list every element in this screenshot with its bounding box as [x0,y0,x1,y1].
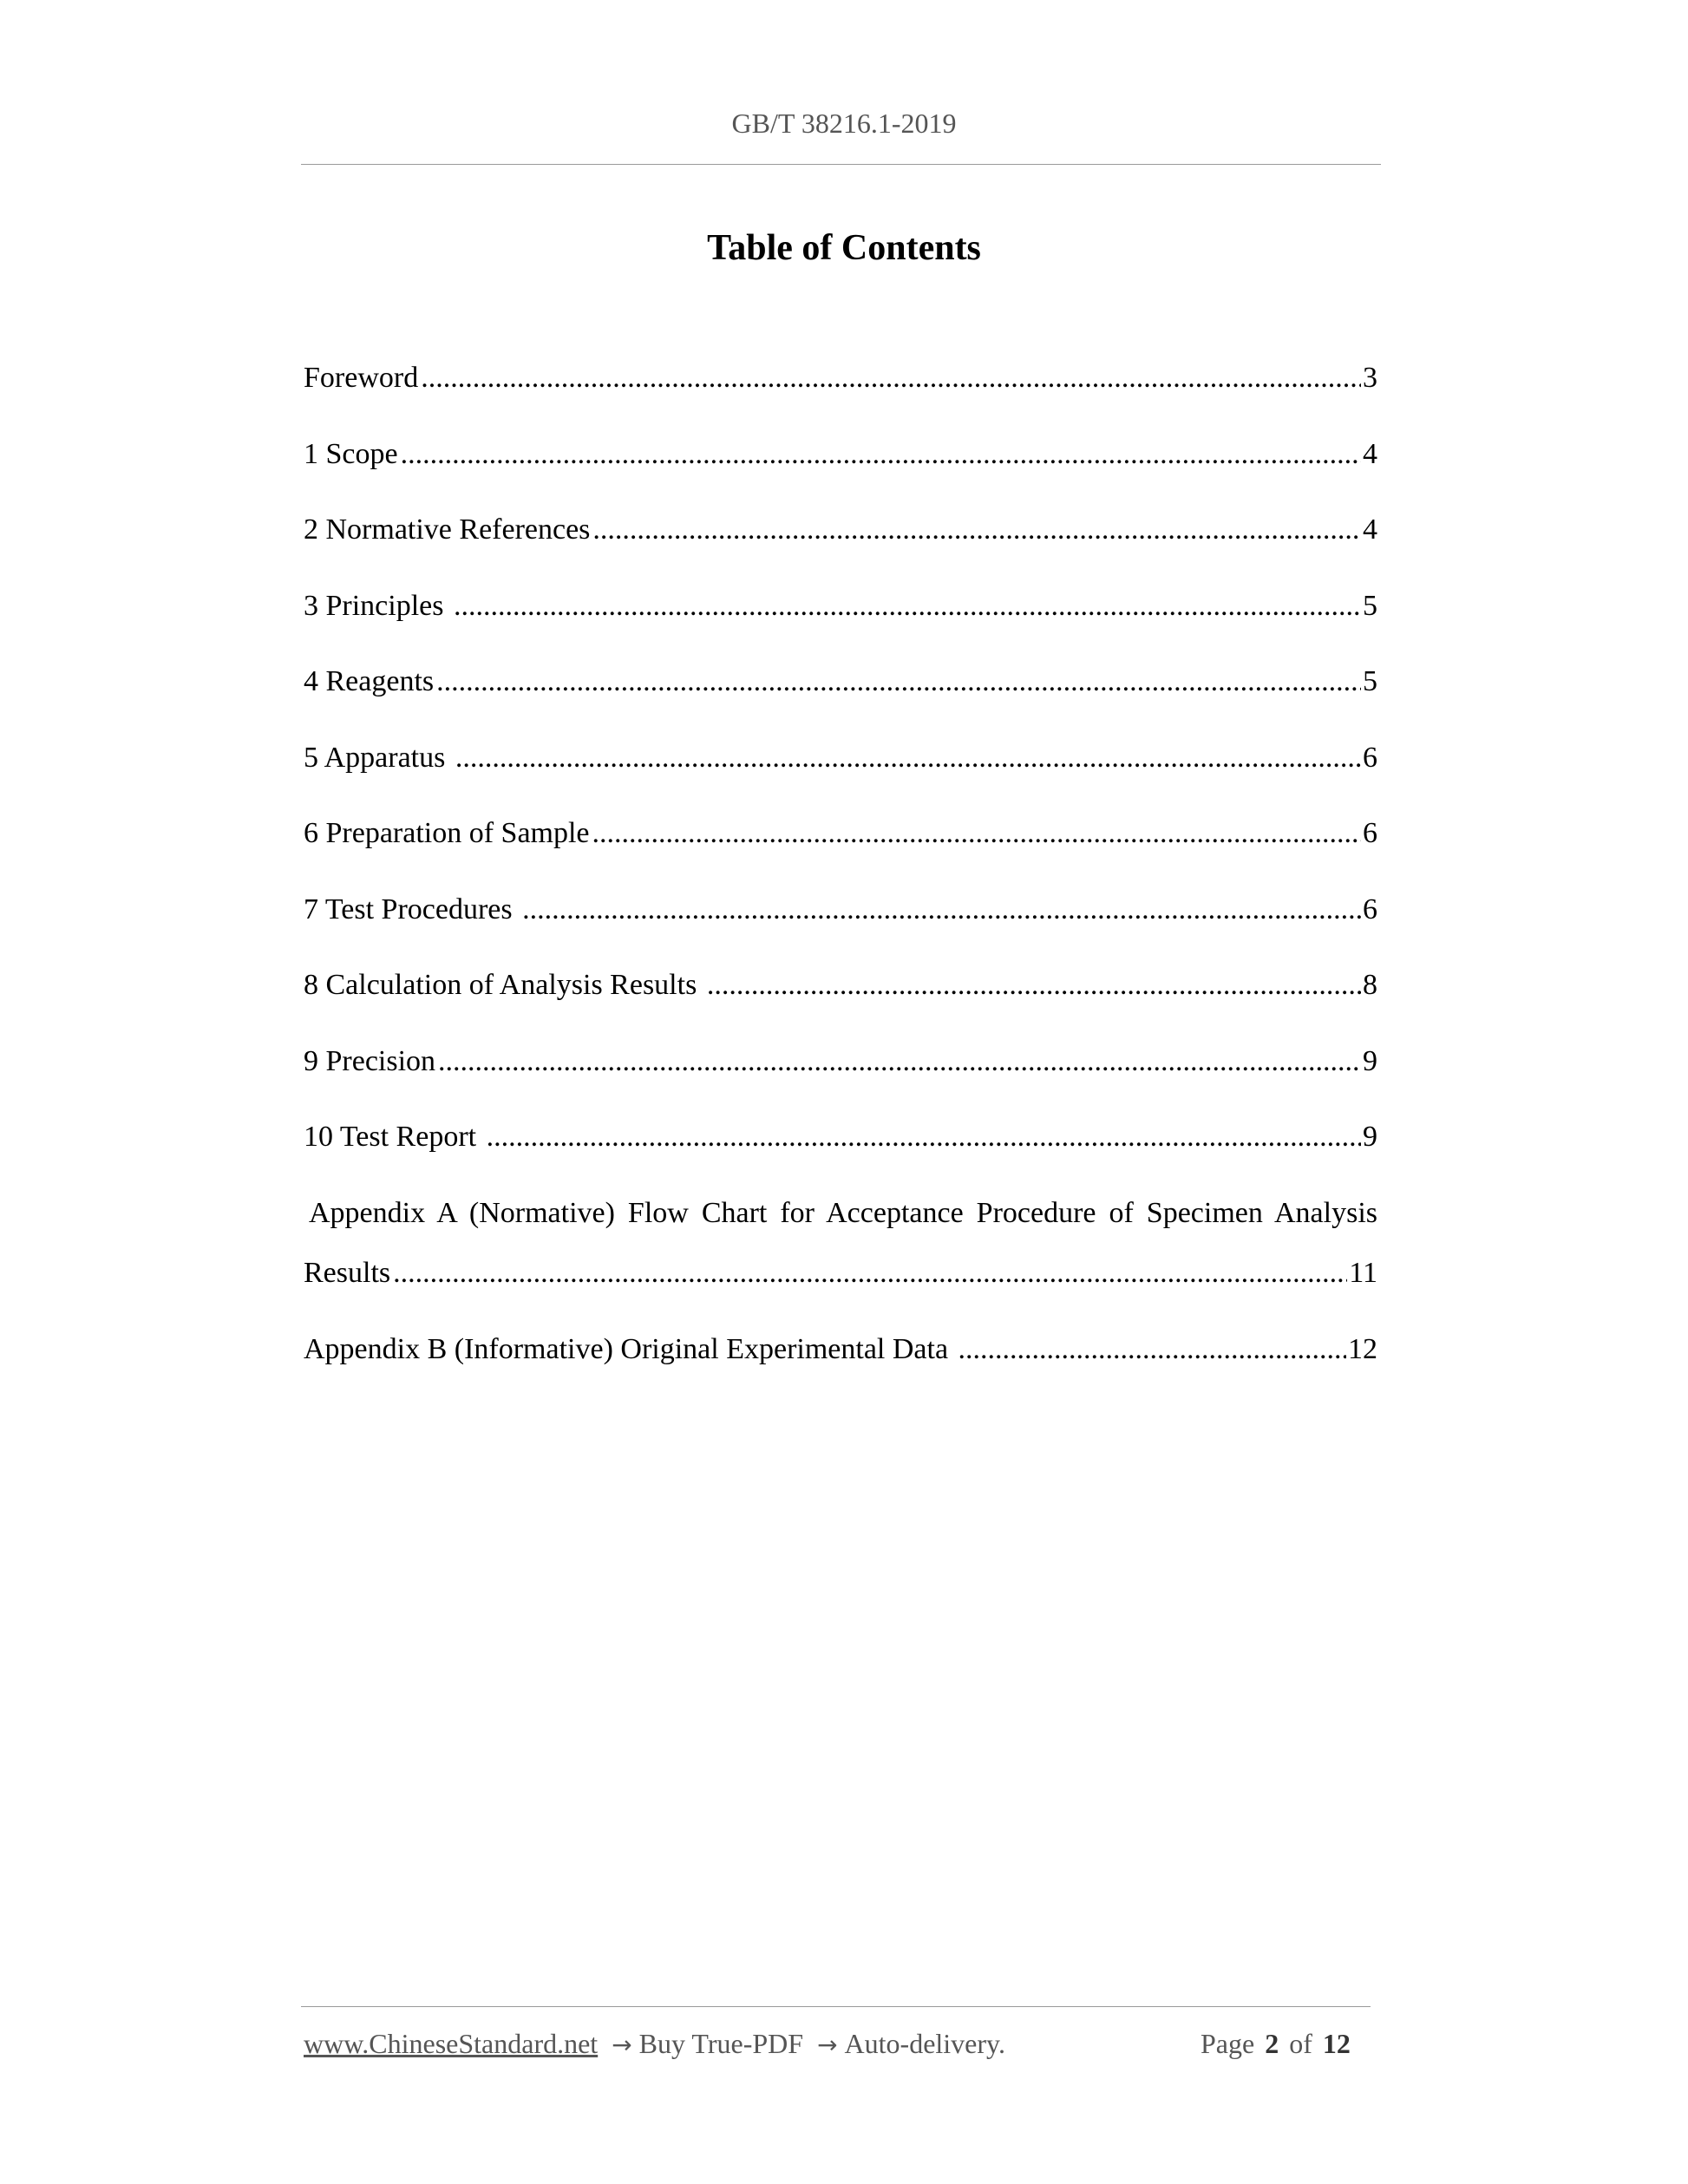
toc-entry-label: 2 Normative References [304,513,591,546]
toc-entry-page: 3 [1363,362,1377,394]
arrow-right-icon: → [612,2030,632,2059]
toc-entry-preparation-of-sample[interactable] [304,814,1377,853]
toc-heading: Table of Contents [707,228,981,268]
toc-entry-label: 3 Principles [304,590,451,622]
footer-divider [301,2006,1371,2007]
toc-entry-test-procedures[interactable] [304,891,1377,929]
toc-entry-label: 5 Apparatus [304,742,453,774]
toc-entry-principles[interactable] [304,587,1377,625]
toc-leader-dots [454,587,1361,625]
toc-entry-label: Appendix B (Informative) Original Experimental Data [304,1333,956,1365]
toc-entry-page: 5 [1363,590,1377,622]
toc-entry-label: 4 Reagents [304,665,435,697]
toc-leader-dots [707,966,1361,1004]
website-link[interactable]: www.ChineseStandard.net [304,2028,599,2059]
toc-entry-page: 8 [1363,969,1377,1001]
toc-entry-label: Foreword [304,362,419,394]
toc-leader-dots [455,739,1361,777]
toc-entry-page: 12 [1348,1333,1377,1365]
auto-delivery-text: Auto-delivery. [844,2028,1005,2059]
toc-leader-dots [522,891,1361,929]
toc-entry-label: 8 Calculation of Analysis Results [304,969,704,1001]
toc-entry-label: 9 Precision [304,1045,436,1077]
toc-entry-appendix-a[interactable]: Appendix A (Normative) Flow Chart for Acceptance Procedure of Specimen Analysis [309,1197,1377,1229]
toc-leader-dots [393,1254,1347,1292]
toc-entry-page: 9 [1363,1045,1377,1077]
toc-entry-calculation-of-analysis-results[interactable] [304,966,1377,1004]
toc-entry-page: 9 [1363,1121,1377,1153]
toc-entry-appendix-a-continued[interactable] [304,1254,1377,1292]
toc-leader-dots [592,511,1361,549]
toc-entry-label: Results [304,1257,391,1289]
of-word: of [1289,2028,1312,2059]
toc-entry-test-report[interactable] [304,1118,1377,1156]
footer-promo [304,2028,1005,2060]
toc-entry-page: 6 [1363,893,1377,925]
toc-entry-appendix-b[interactable] [304,1331,1377,1369]
toc-leader-dots [401,435,1361,474]
arrow-right-icon: → [817,2030,838,2059]
toc-entry-normative-references[interactable] [304,511,1377,549]
toc-leader-dots [436,663,1361,701]
toc-entry-precision[interactable] [304,1043,1377,1081]
document-standard-code: GB/T 38216.1-2019 [731,108,957,139]
toc-entry-label: 1 Scope [304,438,398,470]
page-indicator [1201,2028,1361,2060]
toc-entry-apparatus[interactable] [304,739,1377,777]
toc-entry-label: 10 Test Report [304,1121,484,1153]
toc-leader-dots [421,359,1361,397]
toc-entry-page: 6 [1363,742,1377,774]
buy-true-pdf-text: Buy True-PDF [638,2028,804,2059]
total-page-count: 12 [1322,2028,1351,2059]
toc-entry-page: 11 [1349,1257,1377,1289]
toc-entry-foreword[interactable] [304,359,1377,397]
toc-leader-dots [958,1331,1346,1369]
toc-leader-dots [487,1118,1361,1156]
toc-entry-page: 6 [1363,817,1377,849]
toc-leader-dots [592,814,1361,853]
page-word: Page [1201,2028,1255,2059]
toc-entry-page: 5 [1363,665,1377,697]
toc-leader-dots [438,1043,1361,1081]
current-page-number: 2 [1265,2028,1279,2059]
toc-entry-scope[interactable] [304,435,1377,474]
toc-entry-page: 4 [1363,438,1377,470]
toc-entry-label: 6 Preparation of Sample [304,817,590,849]
toc-entry-page: 4 [1363,513,1377,546]
toc-entry-label: 7 Test Procedures [304,893,520,925]
toc-entry-reagents[interactable] [304,663,1377,701]
